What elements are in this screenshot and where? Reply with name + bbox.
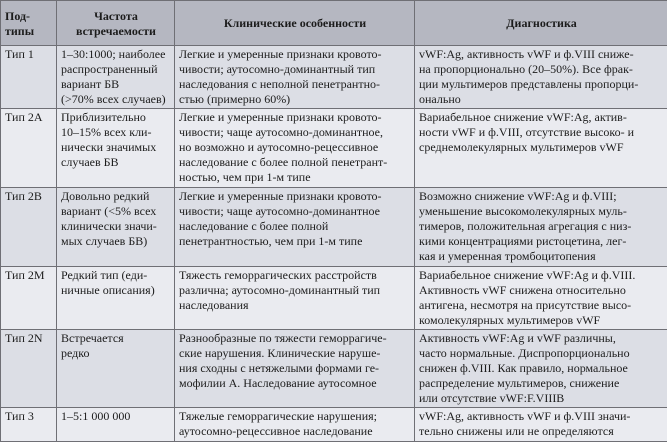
cell-diagnostics: vWF:Ag, активность vWF и ф.VIII сниже- на пропорционально (20–50%). Все фрак- ции мультимеров представлены пропорци- онально: [415, 46, 667, 109]
cell-subtype: Тип 2В: [1, 188, 57, 267]
cell-clinical: Тяжесть геморрагических расстройств различна; аутосомно-доминантный тип наследования: [175, 267, 415, 330]
cell-subtype: Тип 2А: [1, 109, 57, 188]
cell-diagnostics: Возможно снижение vWF:Ag и ф.VIII; уменьшение высокомолекулярных муль- тимеров, положительная агрегация с низ- кими концентрациями ристоцетина, лег- кая и умеренная тромбоцитопения: [415, 188, 667, 267]
cell-clinical: Легкие и умеренные признаки кровото- чивости; чаще аутосомно-доминантное наследование с более полной пенетрантностью, чем при 1-м типе: [175, 188, 415, 267]
table-row: [1, 109, 667, 188]
cell-subtype: Тип 1: [1, 46, 57, 109]
cell-frequency: Встречается редко: [57, 330, 175, 408]
cell-subtype: Тип 3: [1, 408, 57, 442]
header-subtype: Под- типы: [1, 1, 57, 46]
cell-frequency: Редкий тип (еди- ничные описания): [57, 267, 175, 330]
table-header-row: [1, 1, 667, 46]
cell-diagnostics: vWF:Ag, активность vWF и ф.VIII значи- тельно снижены или не определяются: [415, 408, 667, 442]
header-diagnostics: Диагностика: [415, 1, 667, 46]
cell-frequency: Приблизительно 10–15% всех кли- нически значимых случаев БВ: [57, 109, 175, 188]
cell-clinical: Легкие и умеренные признаки кровото- чивости; аутосомно-доминантный тип наследования с неполной пенетрантно- стью (примерно 60%): [175, 46, 415, 109]
table-row: [1, 267, 667, 330]
cell-clinical: Разнообразные по тяжести геморрагиче- ские нарушения. Клинические наруше- ния сходны с нетяжелыми формами ге- мофилии А. Наследование аутосомное: [175, 330, 415, 408]
cell-subtype: Тип 2N: [1, 330, 57, 408]
cell-clinical: Тяжелые геморрагические нарушения; аутосомно-рецессивное наследование: [175, 408, 415, 442]
cell-subtype: Тип 2М: [1, 267, 57, 330]
cell-clinical: Легкие и умеренные признаки кровото- чивости; чаще аутосомно-доминантное, но возможно и аутосомно-рецессивное наследование с более полной пенетрант- ностью, чем при 1-м типе: [175, 109, 415, 188]
cell-diagnostics: Активность vWF:Ag и vWF различны, часто нормальные. Диспропорционально снижен ф.VIII. Как правило, нормальное распределение мультимеров, снижение или отсутствие vWF:F.VIIIB: [415, 330, 667, 408]
table-row: [1, 330, 667, 408]
cell-frequency: 1–5:1 000 000: [57, 408, 175, 442]
cell-diagnostics: Вариабельное снижение vWF:Ag, актив- ности vWF и ф.VIII, отсутствие высоко- и среднемолекулярных мультимеров vWF: [415, 109, 667, 188]
header-clinical: Клинические особенности: [175, 1, 415, 46]
table-row: [1, 408, 667, 442]
header-frequency: Частота встречаемости: [57, 1, 175, 46]
cell-diagnostics: Вариабельное снижение vWF:Ag и ф.VIII. Активность vWF снижена относительно антигена, несмотря на присутствие высо- комолекулярных мультимеров vWF: [415, 267, 667, 330]
cell-frequency: 1–30:1000; наиболее распространенный вариант БВ (>70% всех случаев): [57, 46, 175, 109]
cell-frequency: Довольно редкий вариант (<5% всех клинически значи- мых случаев БВ): [57, 188, 175, 267]
table-row: [1, 46, 667, 109]
table-row: [1, 188, 667, 267]
